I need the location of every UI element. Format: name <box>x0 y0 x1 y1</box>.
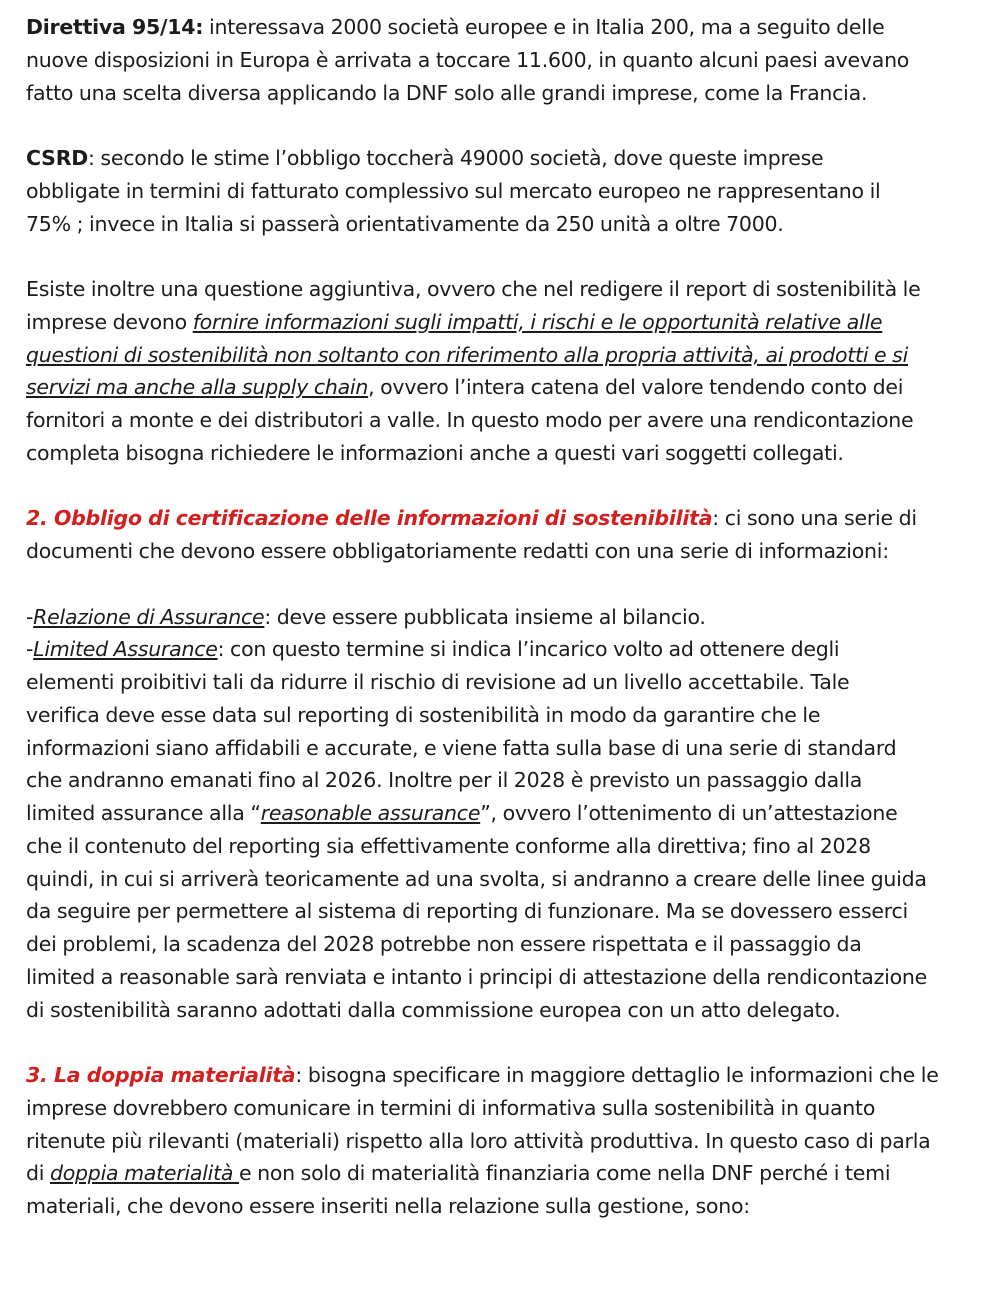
text-line: che il contenuto del reporting sia effettivamente conforme alla direttiva; fino al 2028 <box>26 833 871 858</box>
paragraph-spacer <box>26 470 988 503</box>
text-segment: imprese devono <box>26 309 193 334</box>
text-segment: : con questo termine si indica l’incarico volto ad ottenere degli <box>217 637 840 662</box>
list-dash: - <box>26 604 34 629</box>
text-segment: : ci sono una serie di <box>712 506 917 531</box>
text-segment: : secondo le stime l’obbligo toccherà 49000 società, dove queste imprese <box>88 146 824 170</box>
text-segment: : bisogna specificare in maggiore dettaglio le informazioni che le <box>295 1063 939 1087</box>
text-line <box>26 371 988 404</box>
text-line: nuove disposizioni in Europa è arrivata a toccare 11.600, in quanto alcuni paesi avevano <box>26 47 910 72</box>
paragraph-spacer <box>26 109 988 142</box>
text-line: che andranno emanati fino al 2026. Inoltre per il 2028 è previsto un passaggio dalla <box>26 768 863 793</box>
text-line: informazioni siano affidabili e accurate, e viene fatta sulla base di una serie di standard <box>26 735 897 760</box>
paragraph-csrd <box>26 142 988 240</box>
text-line: fatto una scelta diversa applicando la DNF solo alle grandi imprese, come la Francia. <box>26 80 868 105</box>
document-page <box>26 11 988 1223</box>
term-csrd: CSRD <box>26 146 88 170</box>
list-item <box>26 633 988 666</box>
text-line <box>26 1157 988 1190</box>
text-segment: limited assurance alla “ <box>26 801 261 825</box>
term-limited-assurance: Limited Assurance <box>33 637 218 662</box>
text-segment: ”, ovvero l’ottenimento di un’attestazione <box>480 801 898 825</box>
term-doppia-materialita: doppia materialità <box>49 1161 239 1186</box>
text-line: obbligate in termini di fatturato complessivo sul mercato europeo ne rappresentano il <box>26 178 881 203</box>
text-line <box>26 339 988 372</box>
text-segment: , ovvero l’intera catena del valore tendendo conto dei <box>368 375 904 400</box>
emphasized-text: servizi ma anche alla supply chain <box>26 375 369 400</box>
paragraph-spacer <box>26 568 988 601</box>
text-segment: : deve essere pubblicata insieme al bilancio. <box>264 604 706 629</box>
text-line: materiali, che devono essere inseriti nella relazione sulla gestione, sono: <box>26 1194 750 1218</box>
text-line: imprese dovrebbero comunicare in termini di informativa sulla sostenibilità in quanto <box>26 1095 876 1120</box>
paragraph-spacer <box>26 240 988 273</box>
section-obbligo-certificazione <box>26 502 988 1026</box>
list-dash: - <box>26 637 34 662</box>
section-heading: 3. La doppia materialità <box>26 1063 296 1087</box>
text-line: completa bisogna richiedere le informazioni anche a questi vari soggetti collegati. <box>26 440 844 465</box>
text-line: documenti che devono essere obbligatoriamente redatti con una serie di informazioni: <box>26 539 889 563</box>
paragraph-direttiva <box>26 11 988 109</box>
text-line: dei problemi, la scadenza del 2028 potrebbe non essere rispettata e il passaggio da <box>26 932 862 956</box>
emphasized-text: fornire informazioni sugli impatti, i rischi e le opportunità relative alle <box>192 309 883 334</box>
list-item <box>26 601 988 634</box>
paragraph-spacer <box>26 1026 988 1059</box>
section-doppia-materialita <box>26 1059 988 1223</box>
section-heading: 2. Obbligo di certificazione delle informazioni di sostenibilità <box>26 506 713 531</box>
text-line: quindi, in cui si arriverà teoricamente ad una svolta, si andranno a creare delle linee guida <box>26 866 927 891</box>
text-line <box>26 142 988 175</box>
text-line <box>26 1059 988 1092</box>
term-direttiva: Direttiva 95/14: <box>26 15 204 39</box>
term-reasonable-assurance: reasonable assurance <box>260 801 481 825</box>
text-line: limited a reasonable sarà renviata e intanto i principi di attestazione della rendicontazione <box>26 964 927 989</box>
term-relazione-assurance: Relazione di Assurance <box>33 604 265 629</box>
text-line <box>26 11 988 44</box>
text-line: di sostenibilità saranno adottati dalla commissione europea con un atto delegato. <box>26 997 841 1022</box>
paragraph-questione-aggiuntiva <box>26 273 988 470</box>
text-line: ritenute più rilevanti (materiali) rispetto alla loro attività produttiva. In questo caso di parla <box>26 1128 931 1153</box>
text-line: da seguire per permettere al sistema di reporting di funzionare. Ma se dovessero esserci <box>26 899 908 924</box>
text-line: fornitori a monte e dei distributori a valle. In questo modo per avere una rendicontazione <box>26 408 914 432</box>
text-line: 75% ; invece in Italia si passerà orientativamente da 250 unità a oltre 7000. <box>26 211 784 236</box>
text-line: verifica deve esse data sul reporting di sostenibilità in modo da garantire che le <box>26 702 821 727</box>
text-line <box>26 502 988 535</box>
text-line: elementi proibitivi tali da ridurre il rischio di revisione ad un livello accettabile. Tale <box>26 670 850 694</box>
emphasized-text: questioni di sostenibilità non soltanto con riferimento alla propria attività, ai prodotti e si <box>26 342 909 367</box>
text-line <box>26 306 988 339</box>
text-segment: e non solo di materialità finanziaria come nella DNF perché i temi <box>238 1161 891 1186</box>
text-segment: di <box>26 1161 50 1186</box>
text-segment: interessava 2000 società europee e in Italia 200, ma a seguito delle <box>203 15 885 39</box>
text-line: Esiste inoltre una questione aggiuntiva, ovvero che nel redigere il report di sostenibilità le <box>26 277 921 301</box>
text-line <box>26 797 988 830</box>
